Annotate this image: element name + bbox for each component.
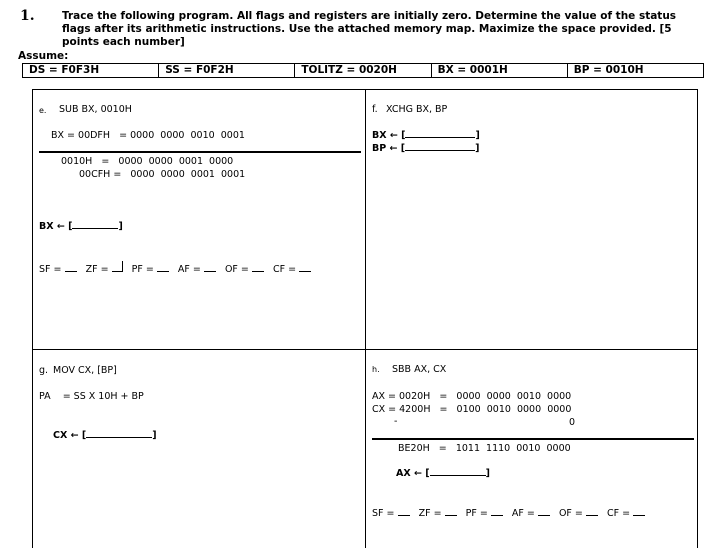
part-e-flags xyxy=(39,261,311,275)
flag-of-blank[interactable] xyxy=(252,271,264,272)
part-h-line3: BE20H = 1011 1110 0010 0000 xyxy=(398,443,571,454)
part-e-instruction: SUB BX, 0010H xyxy=(59,104,132,115)
part-e-result-close: ] xyxy=(118,221,123,232)
part-e-result-label: BX ← [ xyxy=(39,221,73,232)
part-f-result-bp-close: ] xyxy=(475,143,480,154)
flag-zf-label: ZF = xyxy=(85,264,109,275)
part-g-result-blank[interactable] xyxy=(86,437,152,438)
part-f-instruction: XCHG BX, BP xyxy=(386,104,448,115)
flag-pf-blank[interactable] xyxy=(157,271,169,272)
h-flag-of-blank[interactable] xyxy=(586,515,598,516)
part-g-pa-line: PA = SS X 10H + BP xyxy=(39,391,144,402)
part-f-result-bp-blank[interactable] xyxy=(405,150,475,151)
part-g-result-label: CX ← [ xyxy=(53,430,87,441)
h-flag-of-label: OF = xyxy=(558,508,583,519)
register-tolitz: TOLITZ = 0020H xyxy=(295,64,431,78)
flag-cf-label: CF = xyxy=(272,264,297,275)
part-h-result-label: AX ← [ xyxy=(396,468,430,479)
flag-of-label: OF = xyxy=(224,264,249,275)
part-f-result-bp-label: BP ← [ xyxy=(372,143,406,154)
flag-cf-blank[interactable] xyxy=(299,271,311,272)
part-e-line3: 00CFH = 0000 0000 0001 0001 xyxy=(79,169,246,180)
part-e-letter: e. xyxy=(39,106,47,115)
h-flag-sf-blank[interactable] xyxy=(398,515,410,516)
register-bp: BP = 0010H xyxy=(567,64,703,78)
part-e-line2: 0010H = 0000 0000 0001 0000 xyxy=(61,156,234,167)
part-h-minus: - xyxy=(394,416,398,427)
part-h-result-blank[interactable] xyxy=(430,475,486,476)
register-ss: SS = F0F2H xyxy=(159,64,295,78)
h-flag-af-label: AF = xyxy=(511,508,535,519)
part-f-result-bp xyxy=(372,143,479,154)
part-e xyxy=(33,90,365,349)
part-h xyxy=(366,350,697,548)
h-flag-cf-blank[interactable] xyxy=(633,515,645,516)
part-h-sum-rule xyxy=(372,438,694,440)
flag-sf-blank[interactable] xyxy=(65,271,77,272)
flag-pf-label: PF = xyxy=(131,264,154,275)
h-flag-pf-blank[interactable] xyxy=(491,515,503,516)
h-flag-zf-blank[interactable] xyxy=(445,515,457,516)
part-h-instruction: SBB AX, CX xyxy=(392,364,447,375)
part-g-result-close: ] xyxy=(152,430,157,441)
part-g-instruction: MOV CX, [BP] xyxy=(53,365,117,376)
flag-af-label: AF = xyxy=(177,264,201,275)
h-flag-cf-label: CF = xyxy=(606,508,631,519)
question-instructions: Trace the following program. All flags and registers are initially zero. Determine the value of the status flags after its arithmetic instructions. Use the attached memory map. Maximize the space provided. [5 points each number] xyxy=(62,10,677,48)
part-f-letter: f. xyxy=(372,104,378,115)
part-f-result-bx xyxy=(372,130,480,141)
register-table xyxy=(22,63,704,78)
part-h-result-close: ] xyxy=(485,468,490,479)
flag-af-blank[interactable] xyxy=(204,271,216,272)
h-flag-af-blank[interactable] xyxy=(538,515,550,516)
assume-label: Assume: xyxy=(18,50,69,62)
part-h-line2: CX = 4200H = 0100 0010 0000 0000 xyxy=(372,404,572,415)
flag-zf-blank[interactable] xyxy=(112,261,123,272)
part-e-result-blank[interactable] xyxy=(72,228,118,229)
answer-grid xyxy=(32,89,698,548)
part-h-borrow: 0 xyxy=(569,417,576,428)
part-h-flags xyxy=(372,508,645,519)
flag-sf-label: SF = xyxy=(39,264,62,275)
part-e-sum-rule xyxy=(39,151,361,153)
part-g xyxy=(33,350,365,548)
part-f-result-bx-blank[interactable] xyxy=(405,137,475,138)
part-f-result-bx-close: ] xyxy=(475,130,480,141)
part-f xyxy=(366,90,697,349)
register-ds: DS = F0F3H xyxy=(23,64,159,78)
part-g-result xyxy=(53,430,157,441)
part-g-letter: g. xyxy=(39,365,49,376)
h-flag-zf-label: ZF = xyxy=(418,508,442,519)
h-flag-pf-label: PF = xyxy=(465,508,488,519)
part-h-letter: h. xyxy=(372,365,380,374)
h-flag-sf-label: SF = xyxy=(372,508,395,519)
register-bx: BX = 0001H xyxy=(431,64,567,78)
part-e-line1: BX = 00DFH = 0000 0000 0010 0001 xyxy=(51,130,245,141)
part-e-result xyxy=(39,221,123,232)
question-number: 1. xyxy=(20,8,35,24)
part-f-result-bx-label: BX ← [ xyxy=(372,130,406,141)
part-h-result xyxy=(396,468,490,479)
part-h-line1: AX = 0020H = 0000 0000 0010 0000 xyxy=(372,391,572,402)
